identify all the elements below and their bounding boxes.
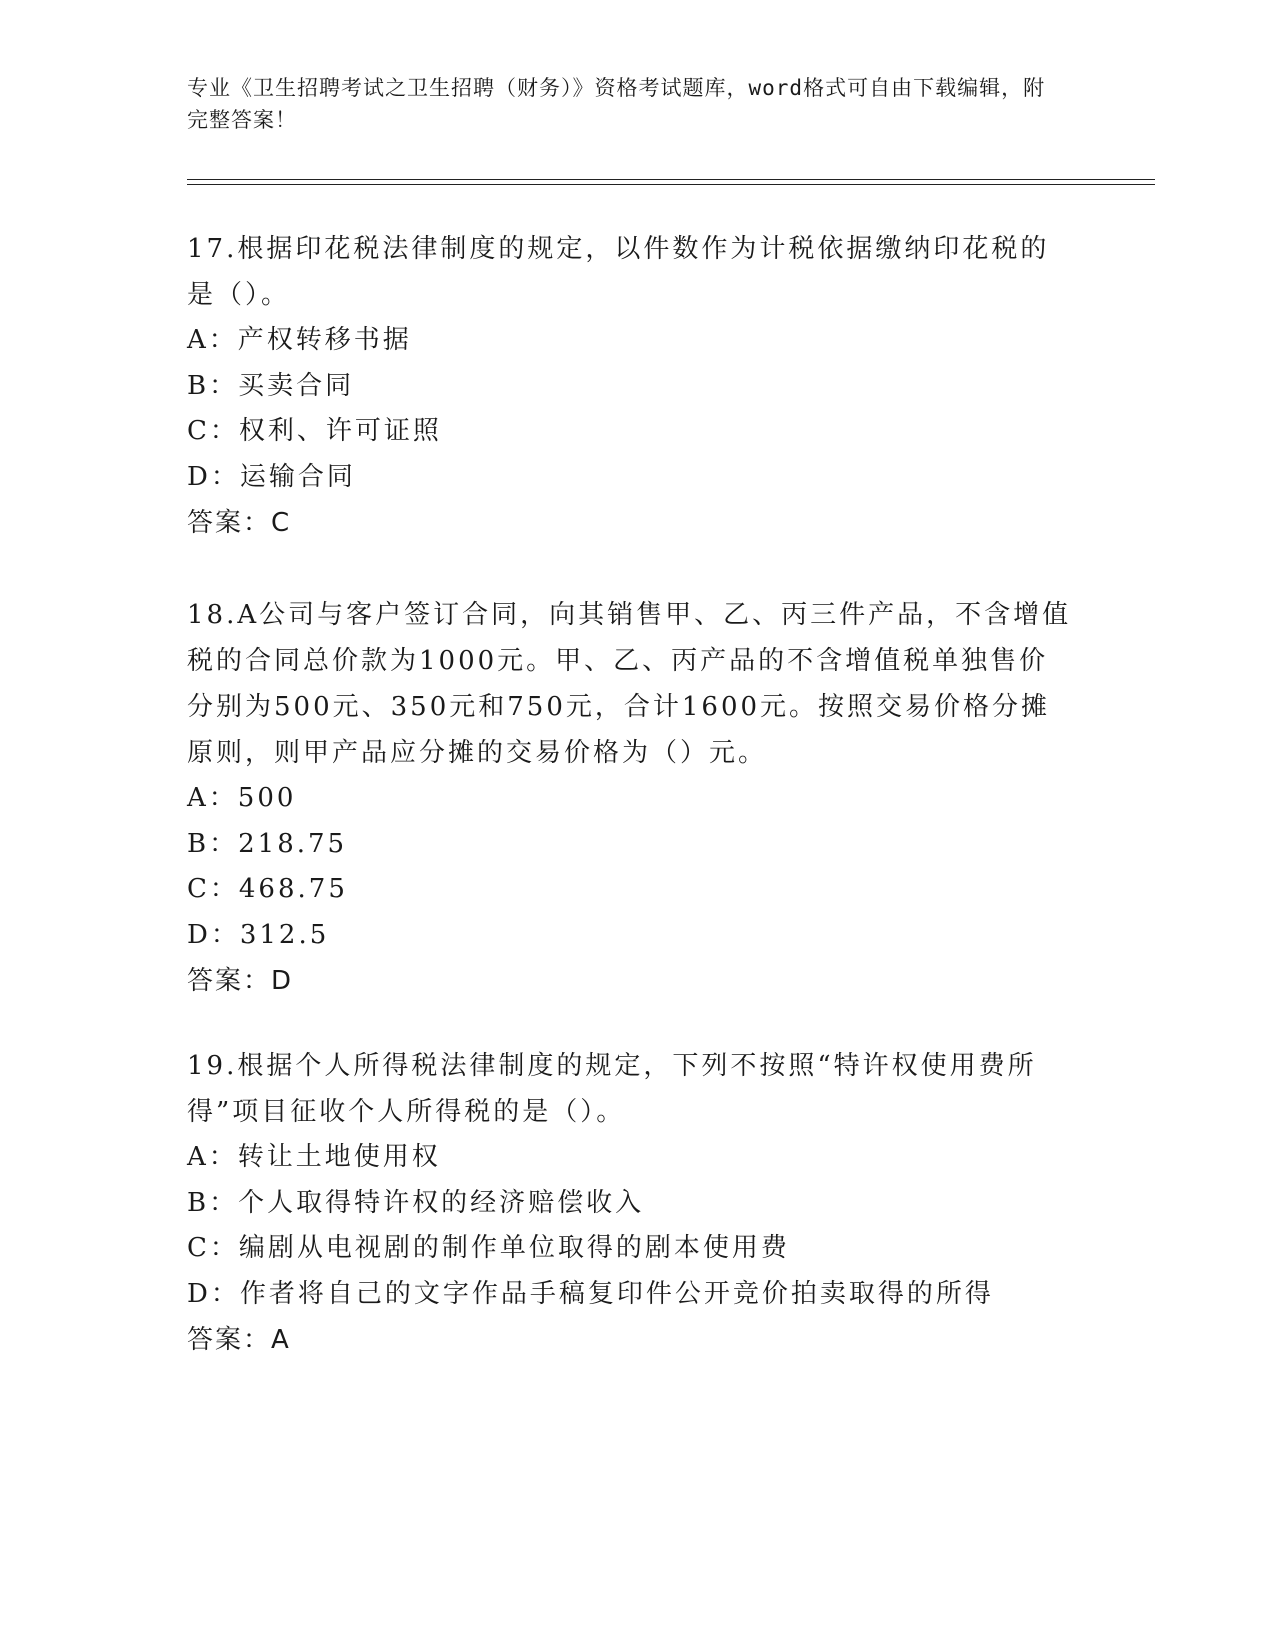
option-b: B：218.75 [187, 828, 348, 859]
option-b: B：买卖合同 [187, 370, 355, 401]
header-divider-bottom [187, 184, 1155, 185]
document-header [187, 72, 1067, 136]
option-c: C：权利、许可证照 [187, 416, 442, 446]
question-stem: 17.根据印花税法律制度的规定，以件数作为计税依据缴纳印花税的是（）。 [187, 234, 1050, 310]
option-c: C：编剧从电视剧的制作单位取得的剧本使用费 [187, 1233, 790, 1263]
header-divider-top [187, 179, 1155, 180]
option-a: A：转让土地使用权 [187, 1142, 441, 1172]
question-stem: 19.根据个人所得税法律制度的规定，下列不按照“特许权使用费所得”项目征收个人所得税的是（）。 [187, 1051, 1037, 1127]
option-a: A：产权转移书据 [187, 325, 412, 355]
option-d: D：运输合同 [187, 461, 356, 492]
option-b: B：个人取得特许权的经济赔偿收入 [187, 1187, 645, 1218]
question-stem: 18.A公司与客户签订合同，向其销售甲、乙、丙三件产品，不含增值税的合同总价款为1000元。甲、乙、丙产品的不含增值税单独售价分别为500元、350元和750元，合计1600元。按照交易价格分摊原则，则甲产品应分摊的交易价格为（）元。 [187, 600, 1072, 768]
question-19 [187, 1043, 1077, 1363]
question-17 [187, 226, 1077, 546]
option-d: D：作者将自己的文字作品手稿复印件公开竞价拍卖取得的所得 [187, 1278, 994, 1309]
answer-label: 答案：C [187, 508, 292, 538]
answer-label: 答案：A [187, 1325, 291, 1355]
question-18 [187, 592, 1077, 1004]
option-a: A：500 [187, 783, 297, 813]
header-intro-text: 专业《卫生招聘考试之卫生招聘（财务）》资格考试题库，word格式可自由下载编辑，附完整答案！ [187, 76, 1046, 132]
option-d: D：312.5 [187, 919, 330, 950]
option-c: C：468.75 [187, 874, 348, 904]
answer-label: 答案：D [187, 966, 294, 996]
